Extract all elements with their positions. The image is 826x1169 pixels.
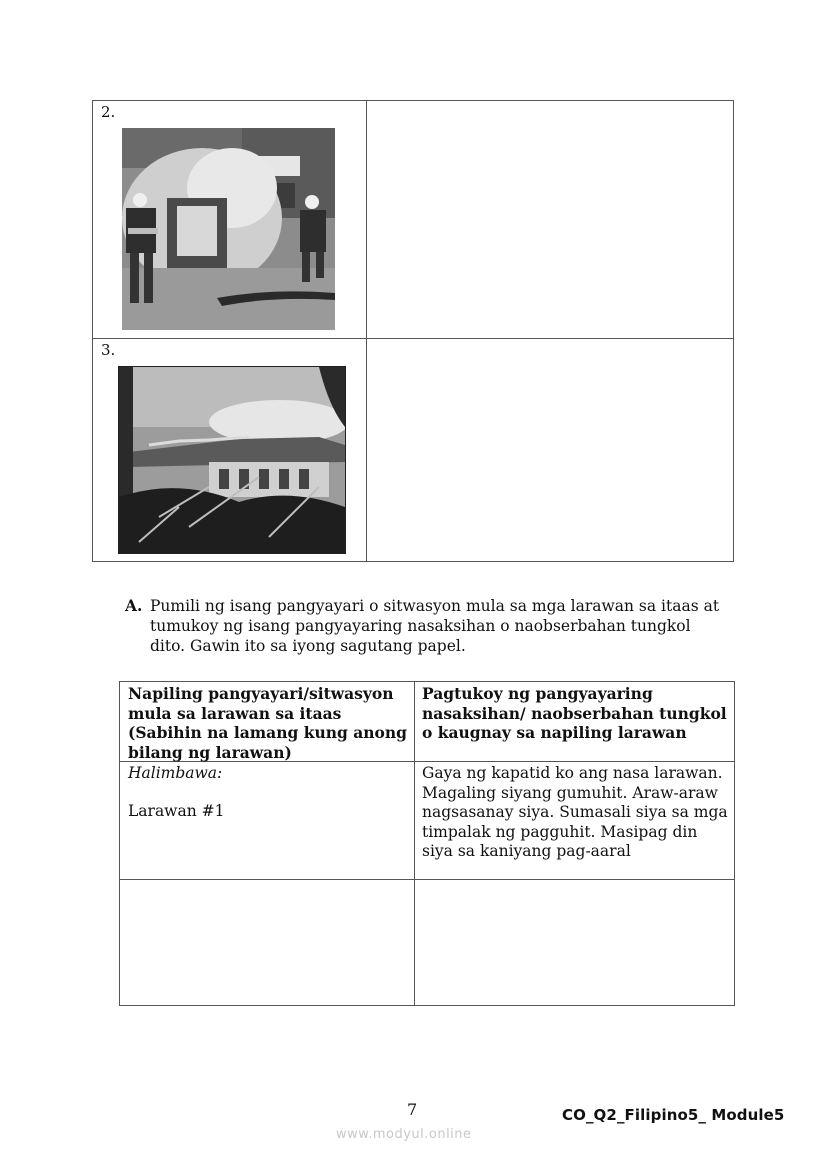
page-number: 7 [407,1100,418,1119]
image-table [92,100,734,562]
instruction-a [125,596,725,656]
answer-table [119,681,735,1006]
row-number-3: 3. [101,341,116,359]
storm-damage-photo [118,366,346,554]
column-divider [366,101,367,561]
example-picture: Larawan #1 [128,802,225,820]
row-number-2: 2. [101,103,116,121]
watermark: www.modyul.online [336,1127,472,1142]
column-divider [414,682,415,1005]
firefighters-photo [122,128,335,330]
row-divider [120,879,734,880]
example-answer: Gaya ng kapatid ko ang nasa larawan. Magaling siyang gumuhit. Araw-araw nagsasanay siya. Sumasali siya sa mga timpalak ng pagguhit. Masipag din siya sa kaniyang pag-aaral [422,764,728,861]
instruction-letter: A. [125,596,143,615]
row-divider [93,338,733,339]
header-col-1: Napiling pangyayari/sitwasyon mula sa larawan sa itaas (Sabihin na lamang kung anong bilang ng larawan) [128,684,407,762]
header-col-2: Pagtukoy ng pangyayaring nasaksihan/ naobserbahan tungkol o kaugnay sa napiling larawan [422,684,727,743]
instruction-text: Pumili ng isang pangyayari o sitwasyon mula sa mga larawan sa itaas at tumukoy ng isang pangyayaring nasaksihan o naobserbahan tungkol dito. Gawin ito sa iyong sagutang papel. [150,597,720,655]
module-code: CO_Q2_Filipino5_ Module5 [562,1106,785,1124]
example-label: Halimbawa: [128,764,223,782]
